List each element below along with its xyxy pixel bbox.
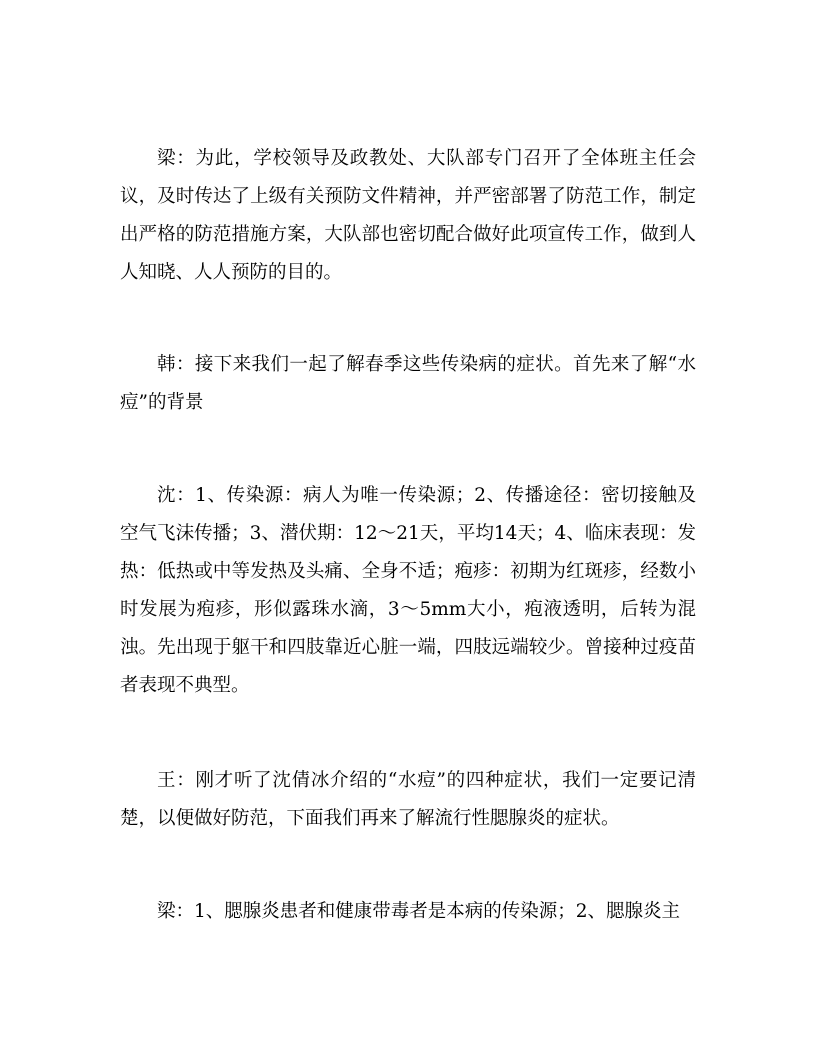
paragraph-shen-chickenpox: 沈：1、传染源：病人为唯一传染源；2、传播途径：密切接触及空气飞沫传播；3、潜伏期：12～21天，平均14天；4、临床表现：发热：低热或中等发热及头痛、全身不适；疱疹：初期为红斑疹，经数小时发展为疱疹，形似露珠水滴，3～5mm大小，疱液透明，后转为混浊。先出现于躯干和四肢靠近心脏一端，四肢远端较少。曾接种过疫苗者表现不典型。 xyxy=(120,485,696,696)
paragraph-han-transition: 韩：接下来我们一起了解春季这些传染病的症状。首先来了解“水痘”的背景 xyxy=(120,354,696,413)
paragraph-liang-mumps: 梁：1、腮腺炎患者和健康带毒者是本病的传染源；2、腮腺炎主 xyxy=(157,901,681,922)
paragraph-wang-summary: 王：刚才听了沈倩冰介绍的“水痘”的四种症状，我们一定要记清楚，以便做好防范，下面我们再来了解流行性腮腺炎的症状。 xyxy=(120,770,696,829)
paragraph-liang-intro: 梁：为此，学校领导及政教处、大队部专门召开了全体班主任会议，及时传达了上级有关预防文件精神，并严密部署了防范工作，制定出严格的防范措施方案，大队部也密切配合做好此项宣传工作，做到人人知晓、人人预防的目的。 xyxy=(120,148,696,283)
